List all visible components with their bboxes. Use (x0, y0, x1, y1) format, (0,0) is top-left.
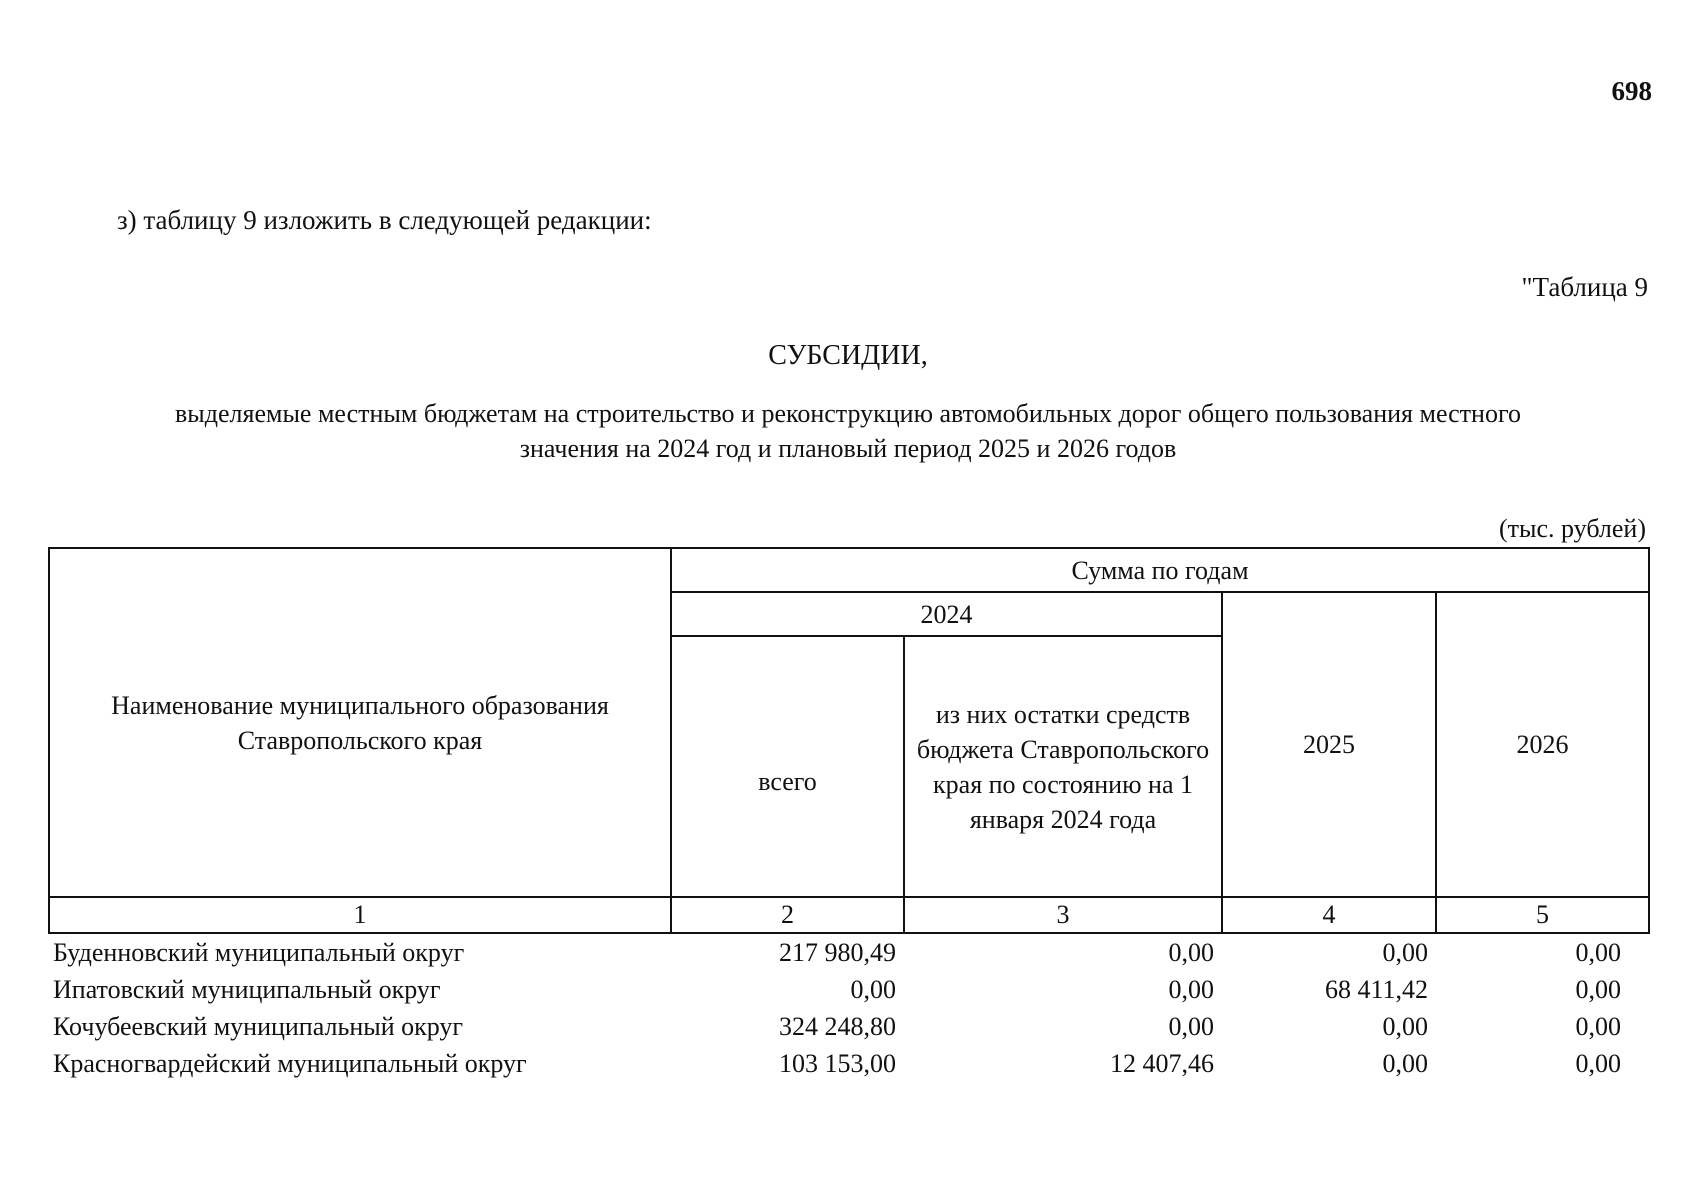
total-2024-value: 217 980,49 (779, 937, 896, 967)
subtitle-line-1: выделяемые местным бюджетам на строительство и реконструкцию автомобильных дорог общего пользования местного (175, 399, 1521, 428)
municipality-name: Кочубеевский муниципальный округ (53, 1011, 464, 1041)
page-number: 698 (1611, 76, 1652, 106)
remainder-2024-value: 0,00 (1168, 1011, 1214, 1041)
year-2026-value: 0,00 (1575, 1011, 1622, 1041)
instruction-text: з) таблицу 9 изложить в следующей редакции: (117, 205, 652, 235)
header-remainder: из них остатки средств бюджета Ставропольского края по состоянию на 1 января 2024 года (904, 636, 1222, 897)
total-2024-value: 103 153,00 (779, 1048, 896, 1078)
year-2025-value: 0,00 (1382, 1048, 1428, 1078)
table-reference: "Таблица 9 (1521, 272, 1648, 302)
document-subtitle (80, 396, 1616, 466)
header-sum-by-years: Сумма по годам (671, 548, 1649, 592)
total-2024-value: 0,00 (850, 974, 896, 1004)
document-title: СУБСИДИИ, (768, 340, 928, 371)
column-number-3: 3 (904, 897, 1222, 933)
table-row (49, 971, 1649, 1008)
header-year-2026: 2026 (1436, 592, 1649, 897)
remainder-2024-value: 12 407,46 (1110, 1048, 1214, 1078)
municipality-name: Красногвардейский муниципальный округ (53, 1048, 527, 1078)
table-row (49, 1045, 1649, 1082)
subtitle-line-2: значения на 2024 год и плановый период 2025 и 2026 годов (519, 434, 1177, 463)
year-2026-value: 0,00 (1575, 974, 1622, 1004)
header-year-2024: 2024 (671, 592, 1222, 636)
subsidies-table (48, 547, 1650, 1082)
municipality-name: Буденновский муниципальный округ (53, 937, 465, 967)
header-year-2025: 2025 (1222, 592, 1436, 897)
column-number-5: 5 (1436, 897, 1649, 933)
year-2026-value: 0,00 (1575, 937, 1622, 967)
units-label: (тыс. рублей) (1498, 514, 1646, 543)
column-number-4: 4 (1222, 897, 1436, 933)
year-2026-value: 0,00 (1575, 1048, 1622, 1078)
total-2024-value: 324 248,80 (779, 1011, 896, 1041)
year-2025-value: 0,00 (1382, 1011, 1428, 1041)
column-number-1: 1 (49, 897, 671, 933)
remainder-2024-value: 0,00 (1168, 974, 1214, 1004)
remainder-2024-value: 0,00 (1168, 937, 1214, 967)
table-row (49, 1008, 1649, 1045)
table-row (49, 933, 1649, 971)
year-2025-value: 68 411,42 (1324, 974, 1428, 1004)
header-total: всего (671, 636, 904, 897)
column-number-2: 2 (671, 897, 904, 933)
header-municipality-name: Наименование муниципального образования Ставропольского края (49, 548, 671, 897)
municipality-name: Ипатовский муниципальный округ (53, 974, 441, 1004)
year-2025-value: 0,00 (1382, 937, 1428, 967)
